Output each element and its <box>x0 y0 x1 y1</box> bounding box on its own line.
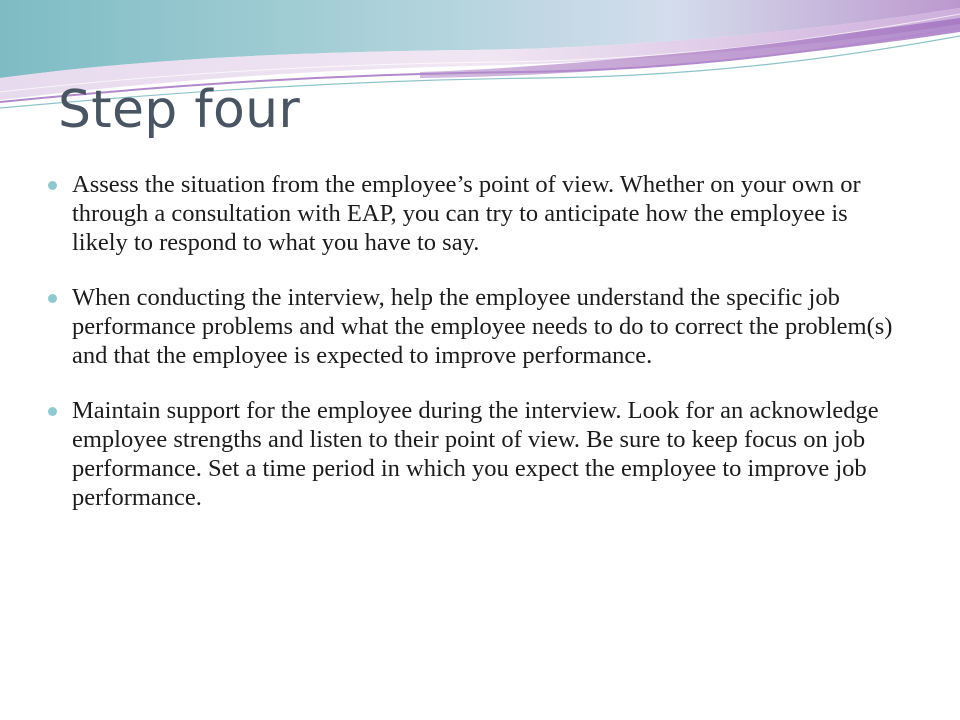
bullet-dot-icon <box>48 181 57 190</box>
bullet-item <box>44 396 904 512</box>
bullet-item <box>44 283 904 370</box>
bullet-text: When conducting the interview, help the employee understand the specific job performance problems and what the employee needs to do to correct the problem(s) and that the employee is expected to improve performance. <box>72 284 893 369</box>
slide-title: Step four <box>58 80 301 140</box>
bullet-dot-icon <box>48 407 57 416</box>
bullet-text: Maintain support for the employee during the interview. Look for an acknowledge employee strengths and listen to their point of view. Be sure to keep focus on job performance. Set a time period in which you expect the employee to improve job performance. <box>72 397 879 511</box>
bullet-text: Assess the situation from the employee’s point of view. Whether on your own or through a consultation with EAP, you can try to anticipate how the employee is likely to respond to what you have to say. <box>72 171 861 256</box>
bullet-list <box>44 170 904 538</box>
bullet-dot-icon <box>48 294 57 303</box>
bullet-item <box>44 170 904 257</box>
